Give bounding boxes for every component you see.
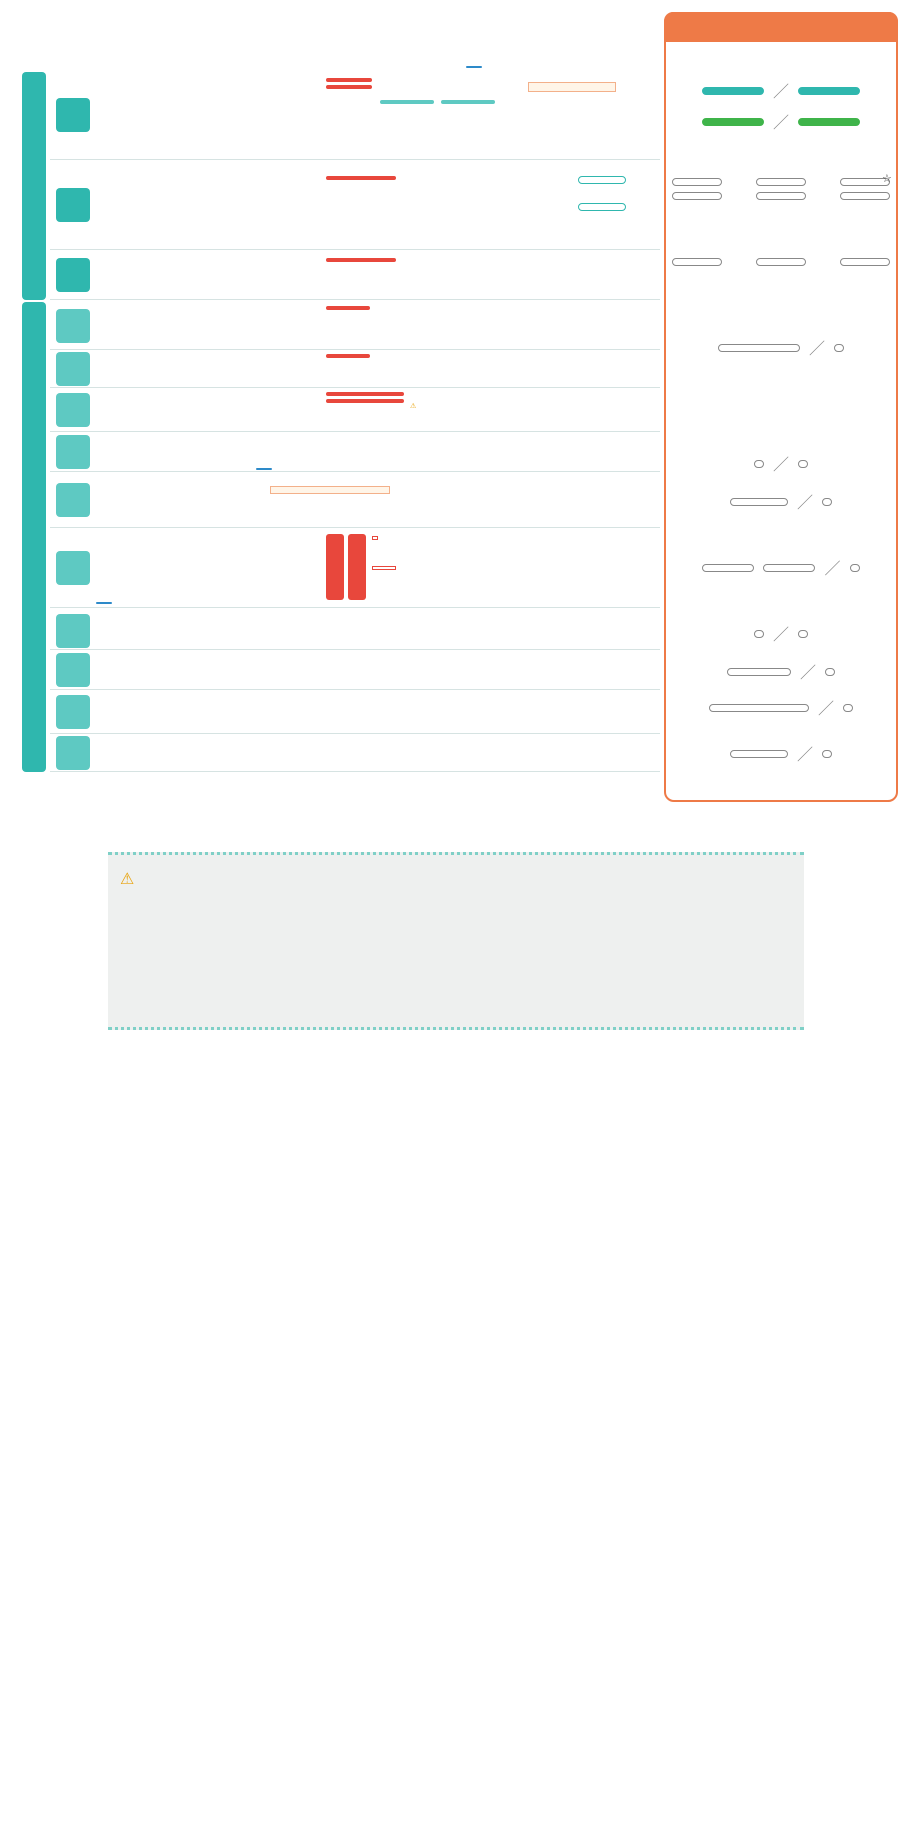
advanced-icon: [56, 393, 90, 427]
surgery-out-opt-3[interactable]: [840, 192, 890, 200]
discharge-5000-option[interactable]: [730, 498, 788, 506]
option-5000yen[interactable]: [702, 118, 764, 126]
option-60day[interactable]: [798, 87, 860, 95]
waiver-no-attach-option[interactable]: [798, 630, 808, 638]
point-badge-waiver: [96, 602, 112, 604]
row-lump: [50, 650, 660, 690]
advanced-desc: ⚠: [410, 402, 417, 410]
plan-header: [664, 12, 898, 42]
row-disability: [50, 690, 660, 734]
seven-disease-icon: [56, 309, 90, 343]
tag-day-one: [326, 85, 372, 89]
outpatient-surgery-label: [578, 203, 626, 211]
support-no-attach-option[interactable]: [798, 460, 808, 468]
discharge-point-box: [270, 486, 390, 494]
support-icon: [56, 435, 90, 469]
row-death: [50, 734, 660, 772]
row-stress: [50, 350, 660, 388]
three-50man-option[interactable]: [702, 564, 754, 572]
surgery-desc: [402, 178, 570, 182]
lump-icon: [56, 653, 90, 687]
seven-attach-option[interactable]: [718, 344, 800, 352]
row-hospital: [50, 72, 660, 160]
plan-seven-options: ／: [672, 336, 890, 359]
walking-icon: [56, 483, 90, 517]
star-icon: ☆: [882, 172, 892, 185]
disability-option[interactable]: [709, 704, 809, 712]
disability-no-attach-option[interactable]: [843, 704, 853, 712]
plan-surgery-options: [672, 172, 892, 200]
lump-no-attach-option[interactable]: [825, 668, 835, 676]
option-10000yen[interactable]: [798, 118, 860, 126]
death-no-attach-option[interactable]: [822, 750, 832, 758]
tag-day-trip: [326, 78, 372, 82]
row-waiver: [50, 608, 660, 650]
option-30day[interactable]: [702, 87, 764, 95]
stress-icon: [56, 352, 90, 386]
magnifier-icon: [56, 551, 90, 585]
radiation-opt-3[interactable]: [840, 258, 890, 266]
first-time-label: [372, 536, 378, 540]
waiver-icon: [56, 614, 90, 648]
bed-icon: [56, 98, 90, 132]
row-seven-diseases: [50, 302, 660, 350]
plan-lump-options: ／: [672, 660, 890, 683]
surgery-opt-2[interactable]: [756, 178, 806, 186]
heart-icon: [56, 736, 90, 770]
surgery-out-opt-2[interactable]: [756, 192, 806, 200]
row-three-diagnosis: [50, 528, 660, 608]
row-radiation: [50, 250, 660, 300]
support-attach-option[interactable]: [754, 460, 764, 468]
tag-unlimited: [326, 176, 396, 180]
notice-title: [120, 869, 134, 888]
tag-advanced-total: [326, 399, 404, 403]
row-advanced: [50, 388, 660, 432]
tag-365: [326, 354, 370, 358]
point-badge: [466, 66, 482, 68]
plan-radiation-options: [672, 258, 890, 266]
row-surgery: [50, 160, 660, 250]
inpatient-surgery-label: [578, 176, 626, 184]
advanced-medical-notice: [108, 852, 804, 1030]
plan-waiver-options: ／: [672, 622, 890, 645]
plan-three-options: ／: [672, 556, 890, 579]
plan-support-options: ／: [672, 452, 890, 475]
tag-advanced-unlimited: [326, 392, 404, 396]
hospital-tags: [326, 78, 372, 92]
lump-option[interactable]: [727, 668, 791, 676]
three-desc: [402, 532, 656, 534]
pill-60day: [441, 100, 495, 104]
plan-disability-options: ／: [672, 696, 890, 719]
three-no-attach-option[interactable]: [850, 564, 860, 572]
tag-three-unlimited: [326, 534, 344, 600]
tag-unlimited-days: [326, 306, 370, 310]
tag-radiation: [326, 258, 396, 262]
plan-hospital-options: ／ ／: [672, 76, 890, 133]
pill-30day: [380, 100, 434, 104]
surgery-opt-1[interactable]: [672, 178, 722, 186]
hospital-desc: [380, 80, 530, 113]
radiation-opt-1[interactable]: [672, 258, 722, 266]
hospital-point-box: [528, 82, 616, 92]
optional-coverage-band: [22, 302, 46, 772]
plan-discharge-options: ／: [672, 490, 890, 513]
tag-in-situ: [348, 534, 366, 600]
row-support: [50, 432, 660, 472]
radiation-opt-2[interactable]: [756, 258, 806, 266]
disability-icon: [56, 695, 90, 729]
warning-icon: ⚠: [120, 869, 135, 888]
row-discharge: [50, 472, 660, 528]
plan-death-options: ／: [672, 742, 890, 765]
second-time-label: [372, 566, 396, 570]
notice-body: [120, 897, 792, 903]
death-option[interactable]: [730, 750, 788, 758]
seven-no-attach-option[interactable]: [834, 344, 844, 352]
surgery-icon: [56, 188, 90, 222]
point-badge-discharge: [256, 468, 272, 470]
three-100man-option[interactable]: [763, 564, 815, 572]
waiver-attach-option[interactable]: [754, 630, 764, 638]
surgery-out-opt-1[interactable]: [672, 192, 722, 200]
radiation-icon: [56, 258, 90, 292]
basic-coverage-band: [22, 72, 46, 300]
discharge-no-attach-option[interactable]: [822, 498, 832, 506]
